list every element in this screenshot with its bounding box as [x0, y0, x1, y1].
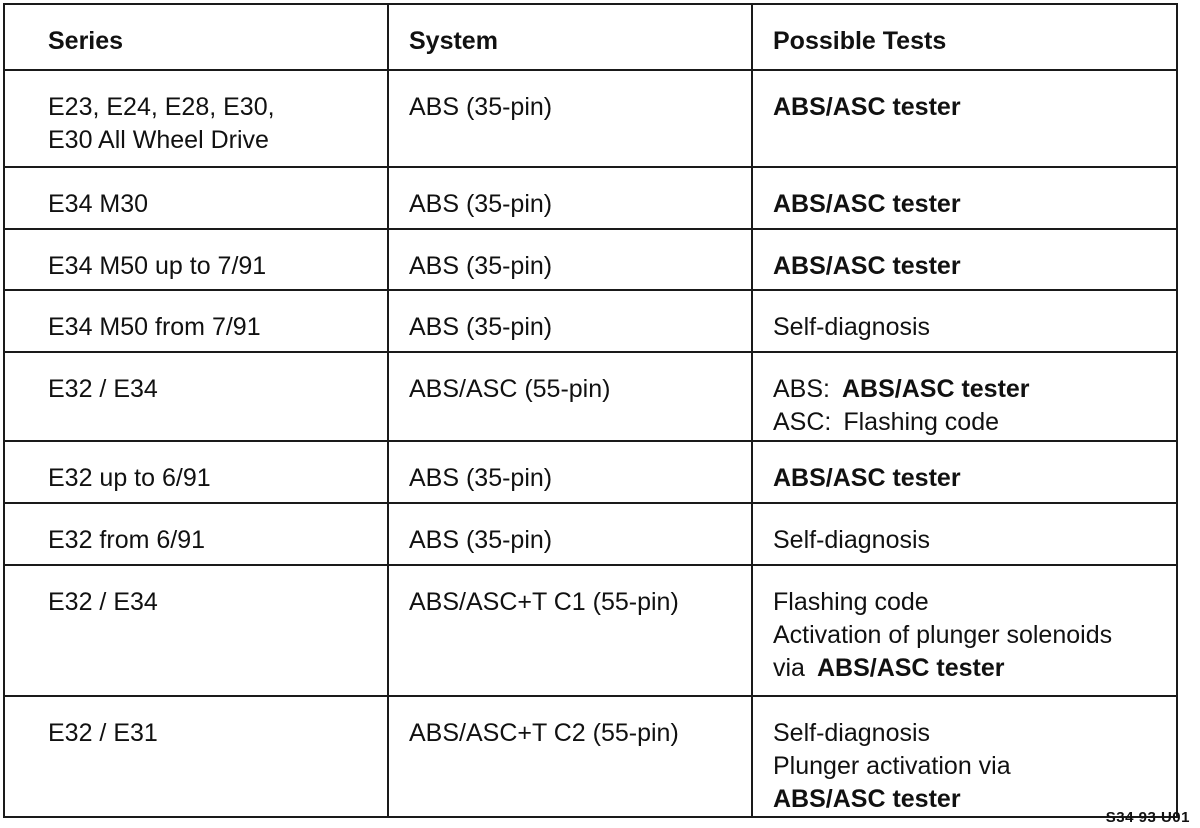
test-line [773, 406, 1168, 439]
cell-possible-tests [752, 696, 1177, 817]
test-text: Self-diagnosis [773, 719, 931, 747]
table-row [4, 167, 1177, 229]
test-text-bold: ABS/ASC tester [773, 190, 961, 218]
series-line: E30 All Wheel Drive [48, 126, 269, 154]
series-line: E34 M50 up to 7/91 [48, 252, 267, 280]
figure-code: S34 93 U01 [1105, 809, 1190, 826]
series-line: E34 M30 [48, 190, 149, 218]
test-text: Flashing code [773, 588, 929, 616]
cell-possible-tests [752, 229, 1177, 290]
table-row [4, 565, 1177, 696]
cell-system: ABS (35-pin) [388, 441, 752, 503]
test-text: ABS: [773, 375, 830, 403]
cell-possible-tests [752, 70, 1177, 167]
cell-system: ABS/ASC (55-pin) [388, 352, 752, 441]
test-line [773, 311, 1168, 344]
table-row [4, 441, 1177, 503]
test-text-bold: ABS/ASC tester [773, 464, 961, 492]
test-text: Activation of plunger solenoids [773, 621, 1113, 649]
cell-system: ABS (35-pin) [388, 167, 752, 229]
test-line [773, 717, 1168, 750]
header-system: System [388, 4, 752, 70]
cell-series [4, 167, 388, 229]
test-text-bold: ABS/ASC tester [841, 375, 1030, 403]
test-text: Plunger activation via [773, 752, 1011, 780]
test-line [773, 250, 1168, 283]
test-line [773, 462, 1168, 495]
series-line: E32 up to 6/91 [48, 464, 211, 492]
test-text: ASC: [773, 408, 832, 436]
cell-series [4, 70, 388, 167]
cell-possible-tests [752, 352, 1177, 441]
test-text-bold: ABS/ASC tester [816, 654, 1005, 682]
table-row [4, 696, 1177, 817]
test-availability-table [3, 3, 1178, 818]
series-line: E32 / E31 [48, 719, 158, 747]
test-text-bold: ABS/ASC tester [773, 785, 961, 813]
cell-system: ABS (35-pin) [388, 229, 752, 290]
cell-system: ABS/ASC+T C2 (55-pin) [388, 696, 752, 817]
test-text: via [773, 654, 805, 682]
table-row [4, 503, 1177, 565]
test-text: Self-diagnosis [773, 526, 931, 554]
cell-possible-tests [752, 290, 1177, 352]
test-line [773, 91, 1168, 124]
test-line [773, 188, 1168, 221]
cell-series [4, 290, 388, 352]
test-text: Flashing code [843, 408, 1000, 436]
table-body [4, 70, 1177, 817]
cell-possible-tests [752, 167, 1177, 229]
table-row [4, 290, 1177, 352]
cell-system: ABS (35-pin) [388, 290, 752, 352]
test-text-bold: ABS/ASC tester [773, 93, 961, 121]
test-line [773, 373, 1168, 406]
cell-series [4, 565, 388, 696]
test-line [773, 524, 1168, 557]
series-line: E32 from 6/91 [48, 526, 206, 554]
series-line: E34 M50 from 7/91 [48, 313, 261, 341]
test-line [773, 652, 1168, 685]
test-text-bold: ABS/ASC tester [773, 252, 961, 280]
cell-series [4, 441, 388, 503]
cell-system: ABS (35-pin) [388, 503, 752, 565]
test-line [773, 619, 1168, 652]
header-series: Series [4, 4, 388, 70]
series-line: E23, E24, E28, E30, [48, 93, 275, 121]
cell-series [4, 229, 388, 290]
test-text: Self-diagnosis [773, 313, 931, 341]
header-row [4, 4, 1177, 70]
cell-system: ABS (35-pin) [388, 70, 752, 167]
test-line [773, 586, 1168, 619]
cell-series [4, 503, 388, 565]
cell-possible-tests [752, 441, 1177, 503]
table-row [4, 352, 1177, 441]
series-line: E32 / E34 [48, 375, 158, 403]
series-line: E32 / E34 [48, 588, 158, 616]
cell-possible-tests [752, 565, 1177, 696]
test-line [773, 750, 1168, 783]
table-row [4, 70, 1177, 167]
table-row [4, 229, 1177, 290]
header-possible-tests: Possible Tests [752, 4, 1177, 70]
cell-possible-tests [752, 503, 1177, 565]
cell-series [4, 696, 388, 817]
cell-system: ABS/ASC+T C1 (55-pin) [388, 565, 752, 696]
cell-series [4, 352, 388, 441]
